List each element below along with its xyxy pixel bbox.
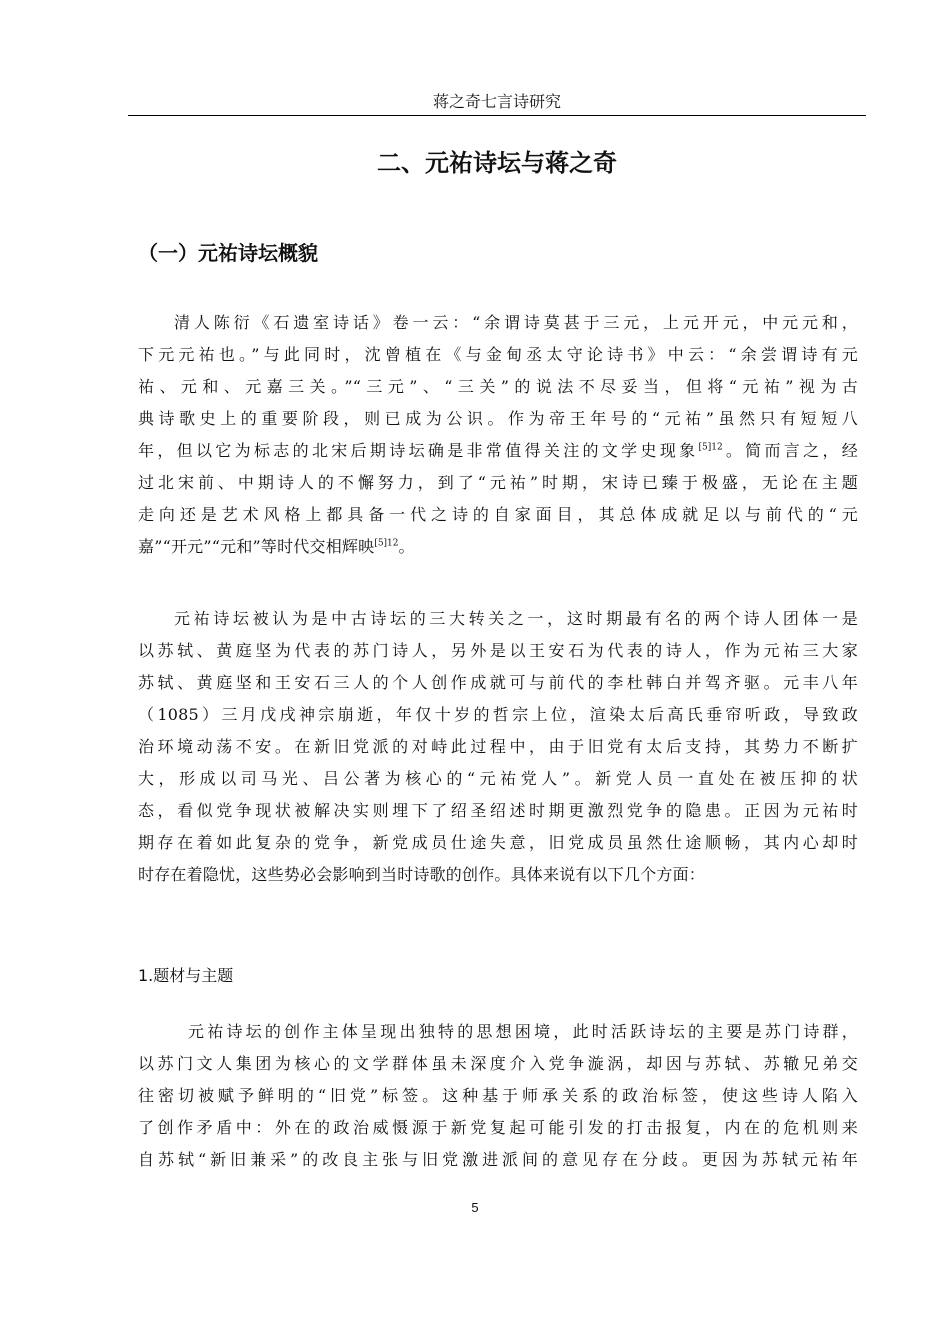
- paragraph-line: [138, 531, 858, 563]
- paragraph-line: 苏轼、黄庭坚和王安石三人的个人创作成就可与前代的李杜韩白并驾齐驱。元丰八年: [138, 673, 858, 692]
- citation-mark: [5]12: [698, 442, 723, 453]
- paragraph-line: 期存在着如此复杂的党争，新党成员仕途失意，旧党成员虽然仕途顺畅，其内心却时: [138, 833, 858, 852]
- chapter-title: 二、元祐诗坛与蒋之奇: [377, 149, 617, 177]
- line-text: 年，但以它为标志的北宋后期诗坛确是非常值得关注的文学史现象: [138, 441, 699, 460]
- paragraph-line: 元祐诗坛被认为是中古诗坛的三大转关之一，这时期最有名的两个诗人团体一是: [174, 609, 858, 628]
- paragraph-2: [138, 603, 858, 891]
- paragraph-line: 自苏轼“新旧兼采”的改良主张与旧党激进派间的意见存在分歧。更因为苏轼元祐年: [138, 1150, 858, 1169]
- citation-mark: [5]12: [374, 538, 399, 549]
- paragraph-line: 过北宋前、中期诗人的不懈努力，到了“元祐”时期，宋诗已臻于极盛，无论在主题: [138, 473, 858, 492]
- paragraph-line: 清人陈衍《石遗室诗话》卷一云：“余谓诗莫甚于三元，上元开元，中元元和，: [174, 313, 858, 332]
- paragraph-line: （1085）三月戊戌神宗崩逝，年仅十岁的哲宗上位，渲染太后高氏垂帘听政，导致政: [138, 705, 858, 724]
- paragraph-line: [138, 435, 858, 467]
- paragraph-1: [138, 307, 858, 563]
- paragraph-line: 时存在着隐忧，这些势必会影响到当时诗歌的创作。具体来说有以下几个方面：: [138, 865, 706, 884]
- paragraph-line: 治环境动荡不安。在新旧党派的对峙此过程中，由于旧党有太后支持，其势力不断扩: [138, 737, 858, 756]
- section-title: （一）元祐诗坛概貌: [138, 241, 318, 265]
- line-text: 。简而言之，经: [722, 441, 858, 460]
- paragraph-line: 典诗歌史上的重要阶段，则已成为公识。作为帝王年号的“元祐”虽然只有短短八: [138, 409, 858, 428]
- paragraph-line: 往密切被赋予鲜明的“旧党”标签。这种基于师承关系的政治标签，使这些诗人陷入: [138, 1086, 858, 1105]
- paragraph-line: 以苏门文人集团为核心的文学群体虽未深度介入党争漩涡，却因与苏轼、苏辙兄弟交: [138, 1054, 858, 1073]
- subsection-title: 1.题材与主题: [138, 966, 234, 985]
- line-text: 嘉”“开元”“元和”等时代交相辉映: [138, 537, 375, 556]
- paragraph-line: 大，形成以司马光、吕公著为核心的“元祐党人”。新党人员一直处在被压抑的状: [138, 769, 858, 788]
- paragraph-line: 祐、元和、元嘉三关。”“三元”、“三关”的说法不尽妥当，但将“元祐”视为古: [138, 377, 858, 396]
- line-text: 。: [398, 537, 415, 556]
- paragraph-line: 了创作矛盾中：外在的政治威慑源于新党复起可能引发的打击报复，内在的危机则来: [138, 1118, 858, 1137]
- paragraph-line: 态，看似党争现状被解决实则埋下了绍圣绍述时期更激烈党争的隐患。正因为元祐时: [138, 801, 858, 820]
- running-header: 蒋之奇七言诗研究: [432, 92, 561, 111]
- paragraph-line: 下元元祐也。”与此同时，沈曾植在《与金甸丞太守论诗书》中云：“余尝谓诗有元: [138, 345, 858, 364]
- page-number: 5: [471, 1200, 479, 1215]
- paragraph-line: 走向还是艺术风格上都具备一代之诗的自家面目，其总体成就足以与前代的“元: [138, 505, 858, 524]
- paragraph-line: 元祐诗坛的创作主体呈现出独特的思想困境，此时活跃诗坛的主要是苏门诗群，: [188, 1022, 858, 1041]
- header-rule: [128, 115, 866, 116]
- paragraph-line: 以苏轼、黄庭坚为代表的苏门诗人，另外是以王安石为代表的诗人，作为元祐三大家: [138, 641, 858, 660]
- paragraph-3: [138, 1016, 858, 1176]
